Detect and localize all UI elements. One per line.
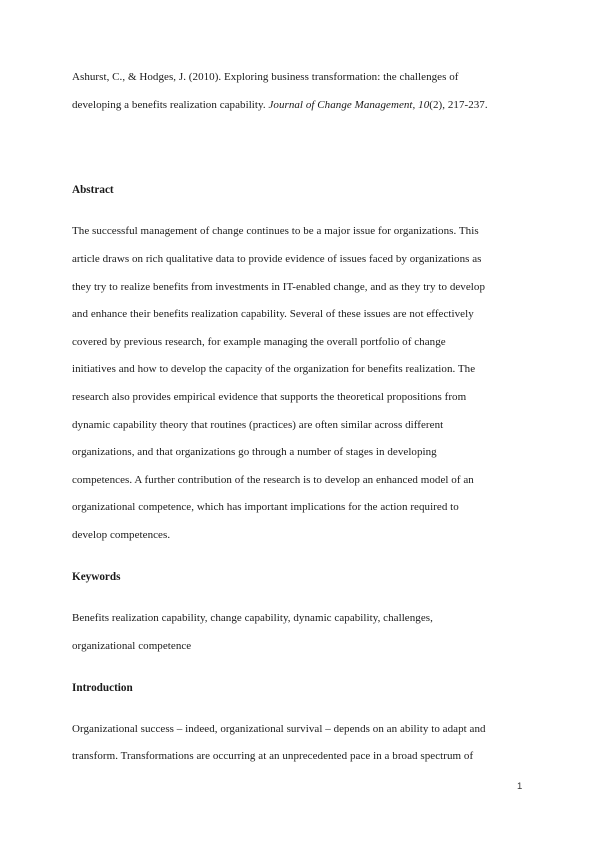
introduction-line: transform. Transformations are occurring at an unprecedented pace in a broad spectrum of	[72, 750, 474, 762]
abstract-line: research also provides empirical evidence that supports the theoretical propositions from	[72, 391, 467, 403]
introduction-heading: Introduction	[72, 682, 133, 694]
introduction-line: Organizational success – indeed, organizational survival – depends on an ability to adapt and	[72, 723, 486, 735]
citation-separator: ,	[412, 99, 419, 111]
abstract-line: and enhance their benefits realization capability. Several of these issues are not effectively	[72, 308, 474, 320]
abstract-line: competences. A further contribution of the research is to develop an enhanced model of an	[72, 474, 474, 486]
citation-volume: 10	[418, 99, 430, 111]
citation-text: developing a benefits realization capability.	[72, 99, 269, 111]
abstract-heading: Abstract	[72, 184, 114, 196]
citation-journal: Journal of Change Management	[268, 99, 413, 111]
abstract-line: organizational competence, which has important implications for the action required to	[72, 501, 459, 513]
page-number: 1	[517, 781, 523, 792]
abstract-line: initiatives and how to develop the capacity of the organization for benefits realization. The	[72, 363, 476, 375]
citation-issue-pages: (2), 217-237.	[429, 99, 488, 111]
abstract-line: The successful management of change continues to be a major issue for organizations. This	[72, 225, 479, 237]
keywords-heading: Keywords	[72, 571, 121, 583]
citation-line-1: Ashurst, C., & Hodges, J. (2010). Exploring business transformation: the challenges of	[72, 71, 459, 83]
keywords-line: organizational competence	[72, 640, 192, 652]
abstract-line: article draws on rich qualitative data to provide evidence of issues faced by organizations as	[72, 253, 482, 265]
abstract-line: they try to realize benefits from investments in IT-enabled change, and as they try to develop	[72, 281, 485, 293]
abstract-line: covered by previous research, for example managing the overall portfolio of change	[72, 336, 446, 348]
abstract-line: dynamic capability theory that routines (practices) are often similar across different	[72, 419, 444, 431]
keywords-line: Benefits realization capability, change capability, dynamic capability, challenges,	[72, 612, 433, 624]
abstract-line: organizations, and that organizations go through a number of stages in developing	[72, 446, 437, 458]
abstract-line: develop competences.	[72, 529, 171, 541]
citation-line-2	[72, 98, 488, 112]
